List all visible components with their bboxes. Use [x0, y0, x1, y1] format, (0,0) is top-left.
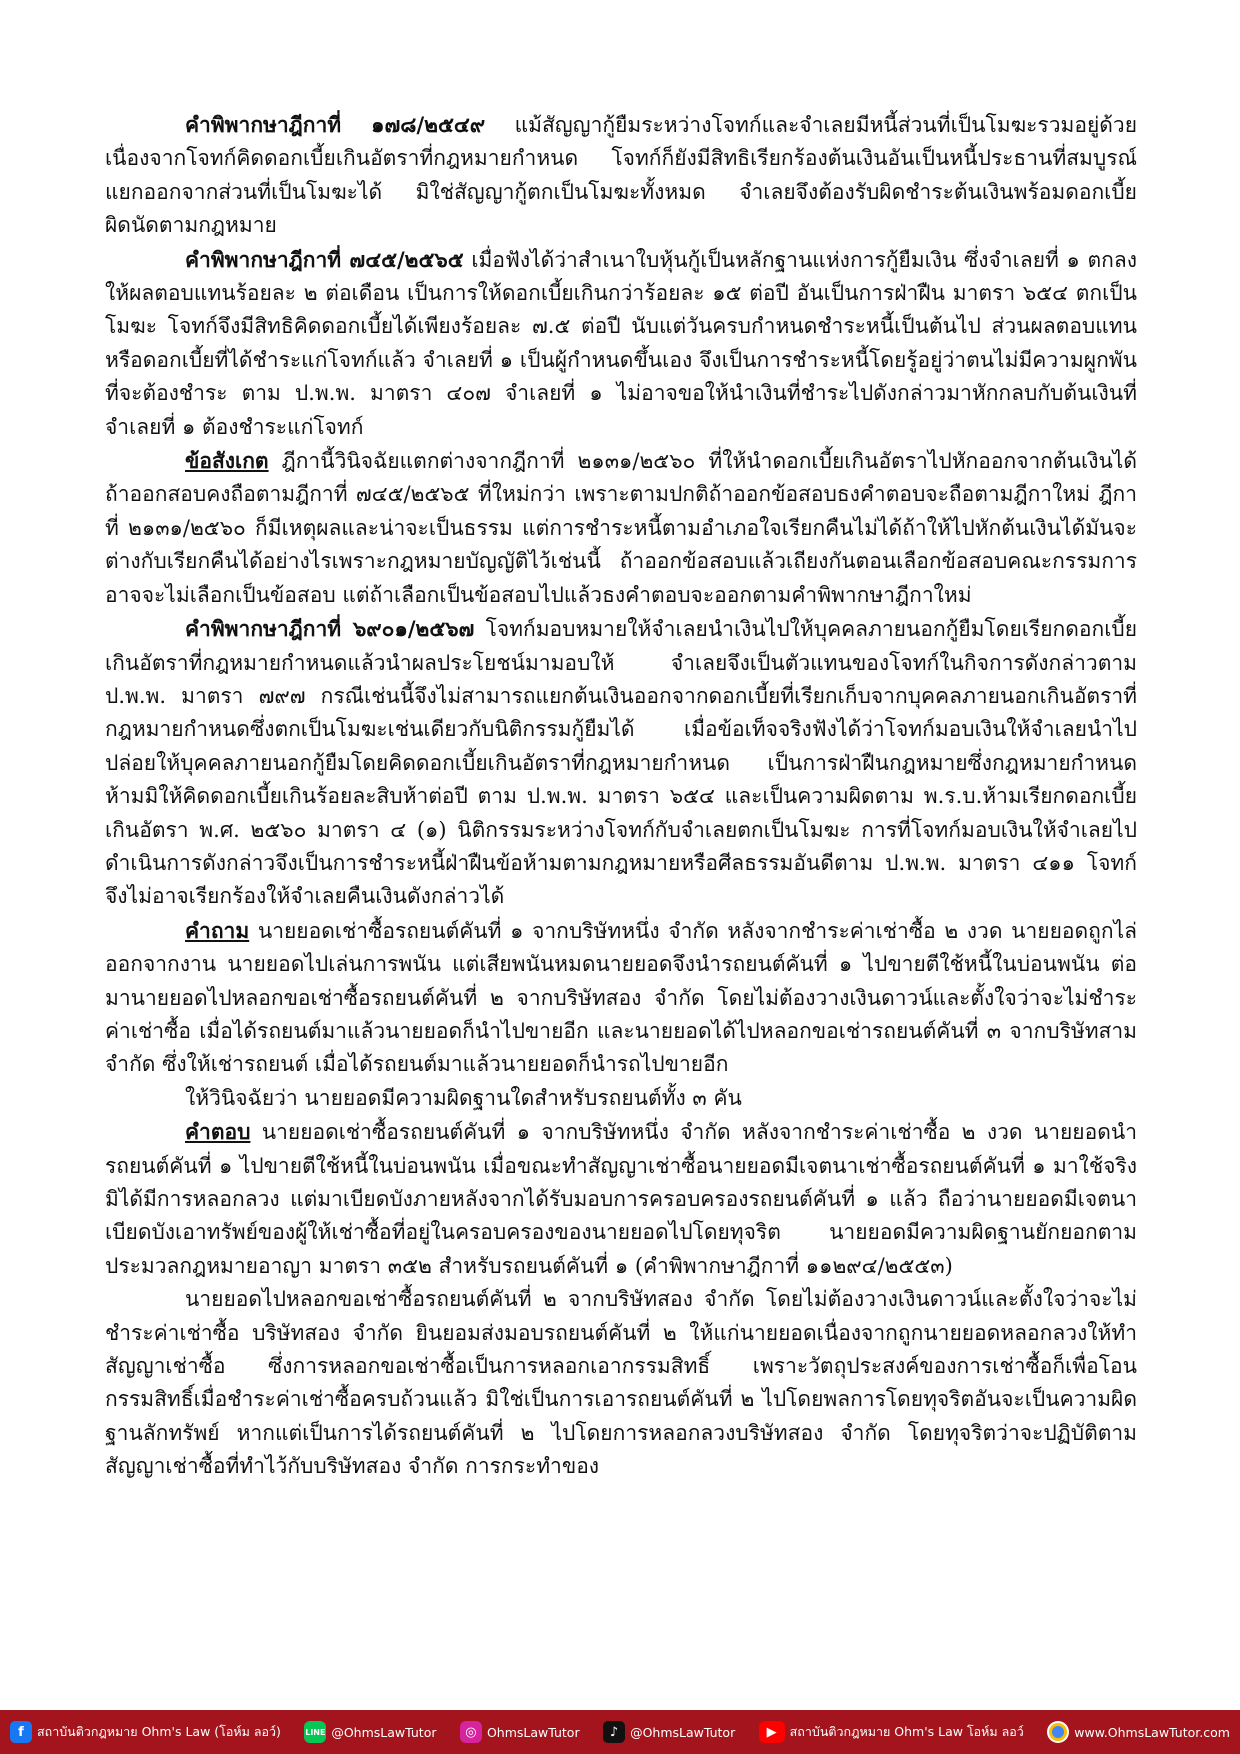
- paragraph-answer-car-2: [105, 1283, 1137, 1483]
- paragraph-question-prompt: [105, 1082, 1137, 1115]
- paragraph-text: นายยอดเช่าซื้อรถยนต์คันที่ ๑ จากบริษัทหนึ่ง จำกัด หลังจากชำระค่าเช่าซื้อ ๒ งวด นายยอดนำรถยนต์คันที่ ๑ ไปขายตีใช้หนี้ในบ่อนพนัน เมื่อขณะทำสัญญาเช่าซื้อนายยอดมีเจตนาเช่าซื้อรถยนต์คันที่ ๑ มาใช้จริง มิได้มีการหลอกลวง แต่มาเบียดบังภายหลังจากได้รับมอบการครอบครองรถยนต์คันที่ ๑ แล้ว ถือว่านายยอดมีเจตนาเบียดบังเอาทรัพย์ของผู้ให้เช่าซื้อที่อยู่ในครอบครองของนายยอดไปโดยทุจริต นายยอดมีความผิดฐานยักยอกตามประมวลกฎหมายอาญา มาตรา ๓๕๒ สำหรับรถยนต์คันที่ ๑ (คำพิพากษาฎีกาที่ ๑๑๒๙๔/๒๕๕๓): [105, 1120, 1137, 1278]
- paragraph-text: เมื่อฟังได้ว่าสำเนาใบหุ้นกู้เป็นหลักฐานแห่งการกู้ยืมเงิน ซึ่งจำเลยที่ ๑ ตกลงให้ผลตอบแทนร้อยละ ๒ ต่อเดือน เป็นการให้ดอกเบี้ยเกินกว่าร้อยละ ๑๕ ต่อปี อันเป็นการฝ่าฝืน มาตรา ๖๕๔ ตกเป็นโมฆะ โจทก์จึงมีสิทธิคิดดอกเบี้ยได้เพียงร้อยละ ๗.๕ ต่อปี นับแต่วันครบกำหนดชำระหนี้เป็นต้นไป ส่วนผลตอบแทนหรือดอกเบี้ยที่ได้ชำระแก่โจทก์แล้ว จำเลยที่ ๑ เป็นผู้กำหนดขึ้นเอง จึงเป็นการชำระหนี้โดยรู้อยู่ว่าตนไม่มีความผูกพันที่จะต้องชำระ ตาม ป.พ.พ. มาตรา ๔๐๗ จำเลยที่ ๑ ไม่อาจขอให้นำเงินที่ชำระไปดังกล่าวมาหักกลบกับต้นเงินที่จำเลยที่ ๑ ต้องชำระแก่โจทก์: [105, 247, 1137, 439]
- paragraph-text: ให้วินิจฉัยว่า นายยอดมีความผิดฐานใดสำหรับรถยนต์ทั้ง ๓ คัน: [185, 1085, 742, 1110]
- document-body: [105, 108, 1137, 1484]
- website-label: www.OhmsLawTutor.com: [1074, 1724, 1230, 1740]
- instagram-label: OhmsLawTutor: [486, 1724, 580, 1740]
- paragraph-text: นายยอดเช่าซื้อรถยนต์คันที่ ๑ จากบริษัทหนึ่ง จำกัด หลังจากชำระค่าเช่าซื้อ ๒ งวด นายยอดถูกไล่ออกจากงาน นายยอดไปเล่นการพนัน แต่เสียพนันหมดนายยอดจึงนำรถยนต์คันที่ ๑ ไปขายตีใช้หนี้ในบ่อนพนัน ต่อมานายยอดไปหลอกขอเช่าซื้อรถยนต์คันที่ ๒ จากบริษัทสอง จำกัด โดยไม่ต้องวางเงินดาวน์และตั้งใจว่าจะไม่ชำระค่าเช่าซื้อ เมื่อได้รถยนต์มาแล้วนายยอดก็นำไปขายอีก และนายยอดได้ไปหลอกขอเช่ารถยนต์คันที่ ๓ จากบริษัทสาม จำกัด ซึ่งให้เช่ารถยนต์ เมื่อได้รถยนต์มาแล้วนายยอดก็นำรถไปขายอีก: [105, 918, 1137, 1077]
- youtube-link[interactable]: [759, 1721, 1024, 1743]
- youtube-icon: ▶: [759, 1721, 785, 1743]
- case-heading: คำพิพากษาฎีกาที่ ๖๙๐๑/๒๕๖๗: [185, 616, 475, 642]
- case-heading: คำพิพากษาฎีกาที่ ๑๗๘/๒๕๔๙: [185, 112, 486, 137]
- question-heading: คำถาม: [185, 917, 250, 943]
- facebook-icon: f: [10, 1721, 32, 1743]
- instagram-icon: ◎: [460, 1721, 482, 1743]
- paragraph-text: โจทก์มอบหมายให้จำเลยนำเงินไปให้บุคคลภายนอกกู้ยืมโดยเรียกดอกเบี้ยเกินอัตราที่กฎหมายกำหนดแล้วนำผลประโยชน์มามอบให้ จำเลยจึงเป็นตัวแทนของโจทก์ในกิจการดังกล่าวตาม ป.พ.พ. มาตรา ๗๙๗ กรณีเช่นนี้จึงไม่สามารถแยกต้นเงินออกจากดอกเบี้ยที่เรียกเก็บจากบุคคลภายนอกเกินอัตราที่กฎหมายกำหนดซึ่งตกเป็นโมฆะเช่นเดียวกับนิติกรรมกู้ยืมได้ เมื่อข้อเท็จจริงฟังได้ว่าโจทก์มอบเงินให้จำเลยนำไปปล่อยให้บุคคลภายนอกกู้ยืมโดยคิดดอกเบี้ยเกินอัตราที่กฎหมายกำหนด เป็นการฝ่าฝืนกฎหมายซึ่งกฎหมายกำหนดห้ามมิให้คิดดอกเบี้ยเกินร้อยละสิบห้าต่อปี ตาม ป.พ.พ. มาตรา ๖๕๔ และเป็นความผิดตาม พ.ร.บ.ห้ามเรียกดอกเบี้ยเกินอัตรา พ.ศ. ๒๕๖๐ มาตรา ๔ (๑) นิติกรรมระหว่างโจทก์กับจำเลยตกเป็นโมฆะ การที่โจทก์มอบเงินให้จำเลยไปดำเนินการดังกล่าวจึงเป็นการชำระหนี้ฝ่าฝืนข้อห้ามตามกฎหมายหรือศีลธรรมอันดีตาม ป.พ.พ. มาตรา ๔๑๑ โจทก์จึงไม่อาจเรียกร้องให้จำเลยคืนเงินดังกล่าวได้: [105, 617, 1138, 909]
- paragraph-question: [105, 914, 1137, 1082]
- paragraph-text: ฎีกานี้วินิจฉัยแตกต่างจากฎีกาที่ ๒๑๓๑/๒๕๖๐ ที่ให้นำดอกเบี้ยเกินอัตราไปหักออกจากต้นเงินได้ ถ้าออกสอบคงถือตามฎีกาที่ ๗๔๕/๒๕๖๕ ที่ใหม่กว่า เพราะตามปกติถ้าออกข้อสอบธงคำตอบจะถือตามฎีกาใหม่ ฎีกาที่ ๒๑๓๑/๒๕๖๐ ก็มีเหตุผลและน่าจะเป็นธรรม แต่การชำระหนี้ตามอำเภอใจเรียกคืนไม่ได้ถ้าให้ไปหักต้นเงินได้มันจะต่างกับเรียกคืนได้อย่างไรเพราะกฎหมายบัญญัติไว้เช่นนี้ ถ้าออกข้อสอบแล้วเถียงกันตอนเลือกข้อสอบคณะกรรมการอาจจะไม่เลือกเป็นข้อสอบ แต่ถ้าเลือกเป็นข้อสอบไปแล้วธงคำตอบจะออกตามคำพิพากษาฎีกาใหม่: [105, 449, 1137, 607]
- line-label: @OhmsLawTutor: [331, 1724, 437, 1740]
- paragraph-answer-car-1: [105, 1115, 1137, 1283]
- case-heading: คำพิพากษาฎีกาที่ ๗๔๕/๒๕๖๕: [185, 246, 464, 272]
- tiktok-link[interactable]: [603, 1721, 735, 1743]
- paragraph-deka-6901-2567: [105, 612, 1137, 914]
- paragraph-text: นายยอดไปหลอกขอเช่าซื้อรถยนต์คันที่ ๒ จากบริษัทสอง จำกัด โดยไม่ต้องวางเงินดาวน์และตั้งใจว่าจะไม่ชำระค่าเช่าซื้อ บริษัทสอง จำกัด ยินยอมส่งมอบรถยนต์คันที่ ๒ ให้แก่นายยอดเนื่องจากถูกนายยอดหลอกลวงให้ทำสัญญาเช่าซื้อ ซึ่งการหลอกขอเช่าซื้อเป็นการหลอกเอากรรมสิทธิ์ เพราะวัตถุประสงค์ของการเช่าซื้อก็เพื่อโอนกรรมสิทธิ์เมื่อชำระค่าเช่าซื้อครบถ้วนแล้ว มิใช่เป็นการเอารถยนต์คันที่ ๒ ไปโดยพลการโดยทุจริตอันจะเป็นความผิดฐานลักทรัพย์ หากแต่เป็นการได้รถยนต์คันที่ ๒ ไปโดยการหลอกลวงบริษัทสอง จำกัด โดยทุจริตว่าจะปฏิบัติตามสัญญาเช่าซื้อที่ทำไว้กับบริษัทสอง จำกัด การกระทำของ: [105, 1287, 1137, 1479]
- paragraph-deka-178-2549: [105, 108, 1137, 243]
- observation-heading: ข้อสังเกต: [185, 448, 269, 474]
- globe-icon: [1047, 1721, 1069, 1743]
- answer-heading: คำตอบ: [185, 1119, 251, 1145]
- line-link[interactable]: [304, 1721, 436, 1743]
- facebook-link[interactable]: [10, 1721, 281, 1743]
- paragraph-deka-745-2565: [105, 243, 1137, 444]
- facebook-label: สถาบันติวกฎหมาย Ohm's Law (โอห์ม ลอว์): [37, 1724, 281, 1739]
- contact-footer-bar: [0, 1710, 1240, 1754]
- youtube-label: สถาบันติวกฎหมาย Ohm's Law โอห์ม ลอว์: [789, 1724, 1024, 1739]
- line-icon: LINE: [304, 1721, 326, 1743]
- tiktok-label: @OhmsLawTutor: [630, 1724, 736, 1740]
- paragraph-text: แม้สัญญากู้ยืมระหว่างโจทก์และจำเลยมีหนี้ส่วนที่เป็นโมฆะรวมอยู่ด้วย เนื่องจากโจทก์คิดดอกเบี้ยเกินอัตราที่กฎหมายกำหนด โจทก์ก็ยังมีสิทธิเรียกร้องต้นเงินอันเป็นหนี้ประธานที่สมบูรณ์แยกออกจากส่วนที่เป็นโมฆะได้ มิใช่สัญญากู้ตกเป็นโมฆะทั้งหมด จำเลยจึงต้องรับผิดชำระต้นเงินพร้อมดอกเบี้ยผิดนัดตามกฎหมาย: [105, 113, 1137, 238]
- instagram-link[interactable]: [460, 1721, 580, 1743]
- tiktok-icon: ♪: [603, 1721, 625, 1743]
- paragraph-observation: [105, 444, 1137, 612]
- website-link[interactable]: [1047, 1721, 1230, 1743]
